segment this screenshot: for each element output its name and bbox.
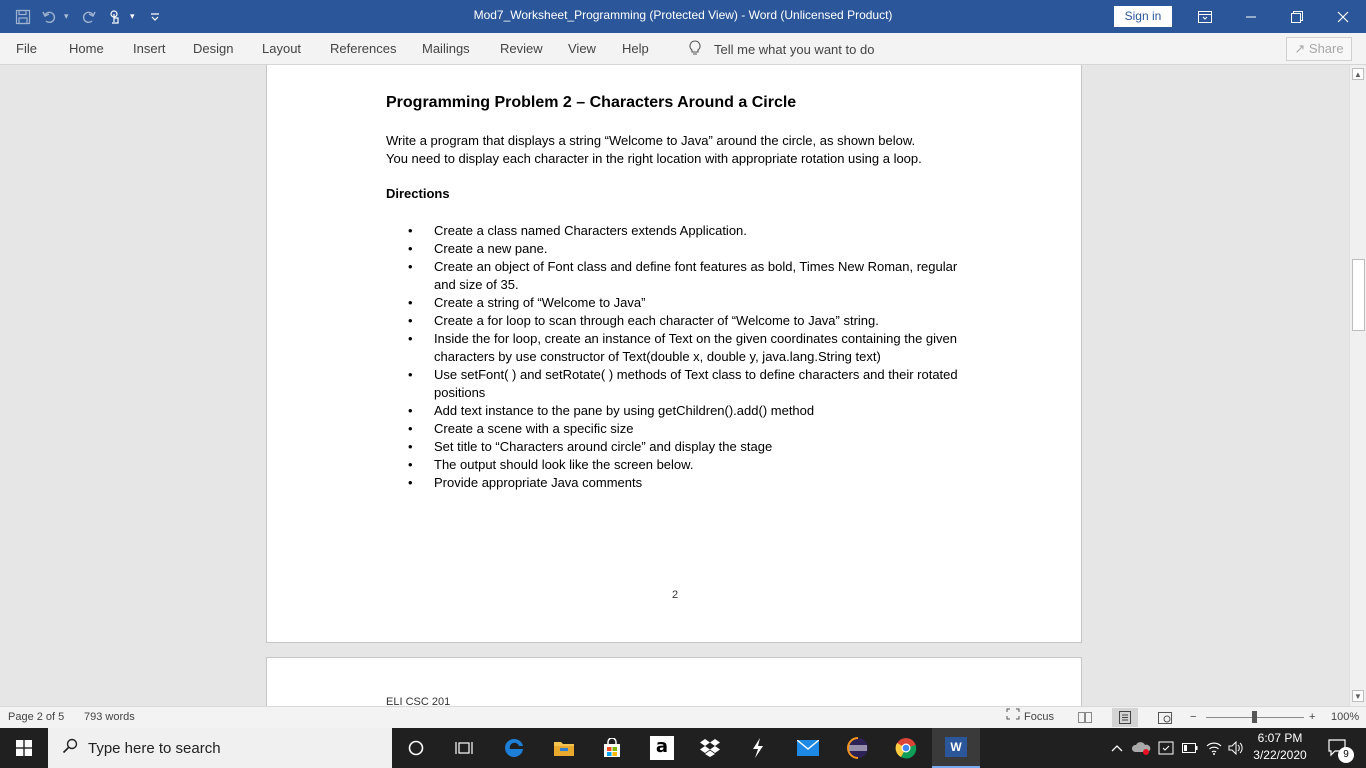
amazon-logo: a: [650, 736, 674, 760]
tab-insert[interactable]: Insert: [133, 41, 166, 56]
web-layout-icon[interactable]: [1152, 708, 1178, 727]
touch-mode-icon[interactable]: [104, 6, 126, 28]
show-hidden-icons[interactable]: [1108, 728, 1126, 768]
tab-mailings[interactable]: Mailings: [422, 41, 470, 56]
security-icon[interactable]: [1156, 728, 1176, 768]
scroll-up-icon[interactable]: ▲: [1352, 68, 1364, 80]
search-placeholder: Type here to search: [88, 739, 221, 757]
tab-home[interactable]: Home: [69, 41, 104, 56]
tell-me-label: Tell me what you want to do: [714, 41, 875, 57]
scroll-thumb[interactable]: [1352, 259, 1365, 331]
list-item: • Use setFont( ) and setRotate( ) methods of Text class to define characters and their rotated positions: [386, 366, 966, 402]
windows-start-icon[interactable]: [0, 728, 48, 768]
redo-icon[interactable]: [78, 6, 100, 28]
zoom-level[interactable]: 100%: [1331, 711, 1360, 723]
tab-review[interactable]: Review: [500, 41, 543, 56]
onedrive-icon[interactable]: [1130, 728, 1152, 768]
focus-button[interactable]: [1006, 707, 1054, 728]
sign-in-button[interactable]: Sign in: [1114, 6, 1172, 27]
list-item: • Set title to “Characters around circle” and display the stage: [386, 438, 966, 456]
app-bolt-icon[interactable]: [734, 728, 782, 768]
minimize-icon[interactable]: [1228, 0, 1274, 33]
directions-heading: Directions: [386, 186, 450, 201]
tab-layout[interactable]: Layout: [262, 41, 302, 56]
touch-mode-dropdown-icon[interactable]: ▾: [130, 11, 135, 21]
ribbon-display-options-icon[interactable]: [1182, 0, 1228, 33]
chrome-icon[interactable]: [882, 728, 930, 768]
focus-label: Focus: [1024, 711, 1054, 723]
volume-icon[interactable]: [1226, 728, 1246, 768]
undo-icon[interactable]: [38, 6, 60, 28]
system-clock[interactable]: [1244, 730, 1316, 764]
tab-design[interactable]: Design: [193, 41, 234, 56]
tell-me-search[interactable]: [688, 33, 874, 65]
notification-count-badge: 9: [1338, 747, 1354, 763]
word-count[interactable]: 793 words: [84, 711, 135, 723]
scroll-down-icon[interactable]: ▼: [1352, 690, 1364, 702]
list-item: • Create a new pane.: [386, 240, 966, 258]
list-item: • Inside the for loop, create an instance of Text on the given coordinates containing the given characters by use constructor of Text(double x, double y, java.lang.String text): [386, 330, 966, 366]
undo-dropdown-icon[interactable]: ▾: [64, 11, 69, 21]
close-icon[interactable]: [1320, 0, 1366, 33]
tab-file[interactable]: File: [16, 41, 37, 56]
restore-icon[interactable]: [1274, 0, 1320, 33]
store-icon[interactable]: [588, 728, 636, 768]
list-item: • Provide appropriate Java comments: [386, 474, 966, 492]
list-item: • Add text instance to the pane by using getChildren().add() method: [386, 402, 966, 420]
customize-toolbar-icon[interactable]: [144, 6, 166, 28]
focus-icon: [1006, 707, 1020, 728]
windows-taskbar: [0, 728, 1366, 768]
intro-line: Write a program that displays a string “Welcome to Java” around the circle, as shown below.: [386, 133, 916, 148]
share-label: Share: [1308, 41, 1344, 56]
word-taskbar-icon[interactable]: [932, 728, 980, 768]
taskbar-search-box[interactable]: [48, 728, 392, 768]
page-heading: Programming Problem 2 – Characters Around a Circle: [386, 94, 797, 111]
save-icon[interactable]: [12, 6, 34, 28]
action-center-icon[interactable]: [1318, 728, 1358, 768]
tab-view[interactable]: View: [568, 41, 596, 56]
read-mode-icon[interactable]: [1072, 708, 1098, 727]
document-canvas[interactable]: [0, 65, 1349, 706]
intro-paragraph: [386, 132, 922, 168]
share-icon: ↗: [1294, 41, 1306, 56]
quick-access-toolbar: [12, 0, 166, 33]
directions-list: [386, 222, 966, 492]
dropbox-icon[interactable]: [686, 728, 734, 768]
lightbulb-icon: [688, 40, 702, 59]
page-header: ELI CSC 201: [386, 696, 451, 706]
wifi-icon[interactable]: [1204, 728, 1224, 768]
amazon-icon[interactable]: [638, 728, 686, 768]
list-item: • Create a string of “Welcome to Java”: [386, 294, 966, 312]
word-logo: W: [945, 737, 967, 757]
eclipse-icon[interactable]: [834, 728, 882, 768]
status-bar: [0, 706, 1366, 728]
clock-time: 6:07 PM: [1257, 731, 1303, 745]
search-icon: [62, 738, 78, 758]
file-explorer-icon[interactable]: [540, 728, 588, 768]
intro-line: You need to display each character in the right location with appropriate rotation using a loop.: [386, 151, 922, 166]
ribbon-tab-bar: [0, 33, 1366, 65]
next-document-page[interactable]: [266, 657, 1082, 706]
tab-help[interactable]: Help: [622, 41, 649, 56]
vertical-scrollbar[interactable]: [1349, 65, 1366, 706]
clock-date: 3/22/2020: [1253, 748, 1307, 762]
share-button[interactable]: [1286, 37, 1352, 61]
zoom-in-button[interactable]: +: [1309, 711, 1316, 723]
list-item: • Create a for loop to scan through each character of “Welcome to Java” string.: [386, 312, 966, 330]
task-view-icon[interactable]: [440, 728, 488, 768]
list-item: • Create a class named Characters extends Application.: [386, 222, 966, 240]
print-layout-icon[interactable]: [1112, 708, 1138, 727]
page-number: 2: [671, 589, 679, 601]
zoom-slider-thumb[interactable]: [1252, 711, 1257, 723]
page-indicator[interactable]: Page 2 of 5: [8, 711, 65, 723]
list-item: • Create a scene with a specific size: [386, 420, 966, 438]
cortana-icon[interactable]: [392, 728, 440, 768]
title-bar: [0, 0, 1366, 33]
edge-browser-icon[interactable]: [490, 728, 538, 768]
mail-icon[interactable]: [784, 728, 832, 768]
list-item: • The output should look like the screen below.: [386, 456, 966, 474]
tab-references[interactable]: References: [330, 41, 397, 56]
document-page[interactable]: [266, 65, 1082, 643]
document-title: Mod7_Worksheet_Programming (Protected View) - Word (Unlicensed Product): [473, 8, 893, 22]
list-item: • Create an object of Font class and define font features as bold, Times New Roman, regular and size of 35.: [386, 258, 966, 294]
battery-icon[interactable]: [1180, 728, 1200, 768]
zoom-out-button[interactable]: −: [1190, 711, 1197, 723]
